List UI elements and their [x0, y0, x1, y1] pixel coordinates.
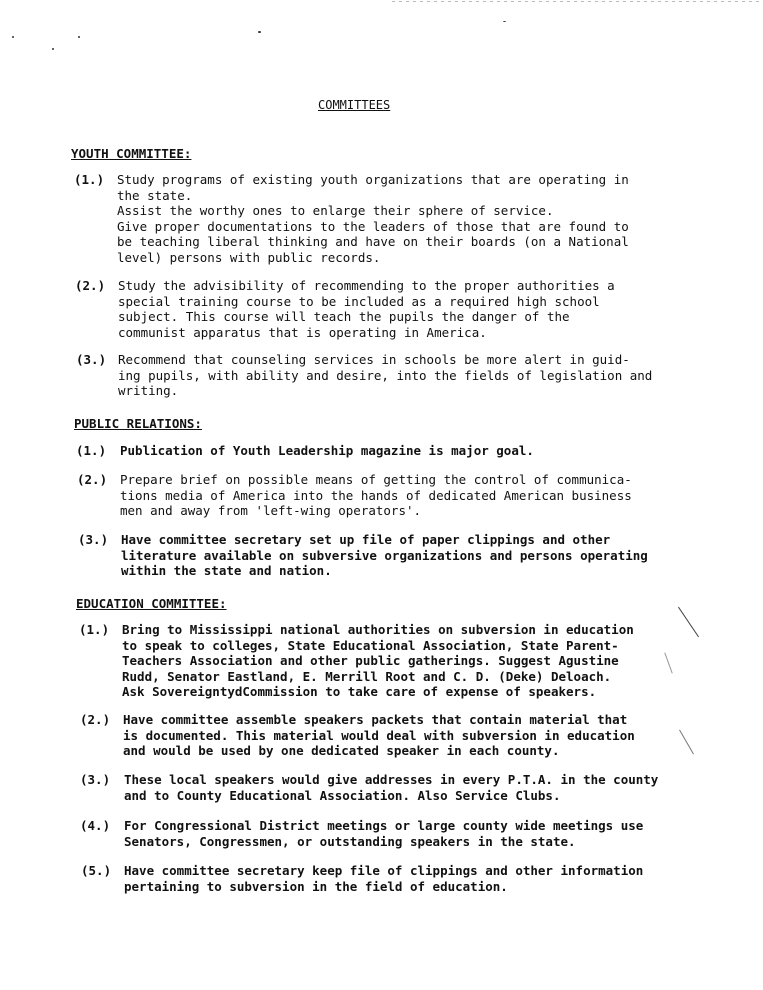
youth-committee-heading: YOUTH COMMITTEE: [71, 146, 192, 161]
item-number: (1.) [76, 443, 107, 458]
public-relations-heading: PUBLIC RELATIONS: [74, 416, 202, 431]
item-number: (1.) [79, 622, 110, 637]
scan-speck [52, 48, 54, 50]
item-text: Recommend that counseling services in schools be more alert in guid- ing pupils, with ability and desire, into the fields of legislation and writing. [118, 352, 653, 398]
scan-mark [678, 607, 699, 637]
item-text: Publication of Youth Leadership magazine is major goal. [120, 443, 534, 458]
item-number: (2.) [77, 472, 108, 487]
item-text: Bring to Mississippi national authorities on subversion in education to speak to colleges, State Educational Association, State Parent- Teachers Association and other public gatherings. Suggest Agustine Rudd, Senator Eastland, E. Merrill Root and C. D. (Deke) Deloach. Ask SovereigntydCommission to take care of expense of speakers. [122, 622, 634, 699]
item-number: (2.) [75, 278, 106, 293]
scan-speck [258, 31, 261, 33]
item-text: Study programs of existing youth organizations that are operating in the state. Assist the worthy ones to enlarge their sphere of service. Give proper documentations to the leaders of those that are found to be teaching liberal thinking and have on their boards (on a National level) persons with public records. [117, 172, 629, 265]
page-title: COMMITTEES [318, 98, 391, 112]
item-number: (3.) [80, 772, 111, 787]
item-text: Have committee secretary keep file of clippings and other information pertaining to subversion in the field of education. [124, 863, 644, 894]
item-text: These local speakers would give addresses in every P.T.A. in the county and to County Educational Association. Also Service Clubs. [124, 772, 659, 803]
item-number: (2.) [80, 712, 111, 727]
item-text: Prepare brief on possible means of getting the control of communica- tions media of America into the hands of dedicated American business men and away from 'left-wing operators'. [120, 472, 632, 518]
item-number: (5.) [81, 863, 112, 878]
item-number: (1.) [74, 172, 105, 187]
item-number: (3.) [78, 532, 109, 547]
item-text: Study the advisibility of recommending to the proper authorities a special training course to be included as a required high school subject. This course will teach the pupils the danger of the communist apparatus that is operating in America. [118, 278, 615, 340]
item-text: Have committee secretary set up file of paper clippings and other literature available on subversive organizations and persons operating within the state and nation. [121, 532, 648, 578]
education-committee-heading: EDUCATION COMMITTEE: [76, 596, 227, 611]
scan-speck [12, 36, 14, 38]
item-number: (4.) [80, 818, 111, 833]
scan-mark [679, 730, 694, 755]
scan-speck [78, 36, 80, 38]
item-number: (3.) [76, 352, 107, 367]
item-text: For Congressional District meetings or large county wide meetings use Senators, Congressmen, or outstanding speakers in the state. [124, 818, 644, 849]
scan-speck [503, 21, 506, 22]
scan-mark [664, 652, 672, 673]
item-text: Have committee assemble speakers packets that contain material that is documented. This material would deal with subversion in education and would be used by one dedicated speaker in each county. [123, 712, 635, 758]
scan-edge [392, 1, 762, 2]
